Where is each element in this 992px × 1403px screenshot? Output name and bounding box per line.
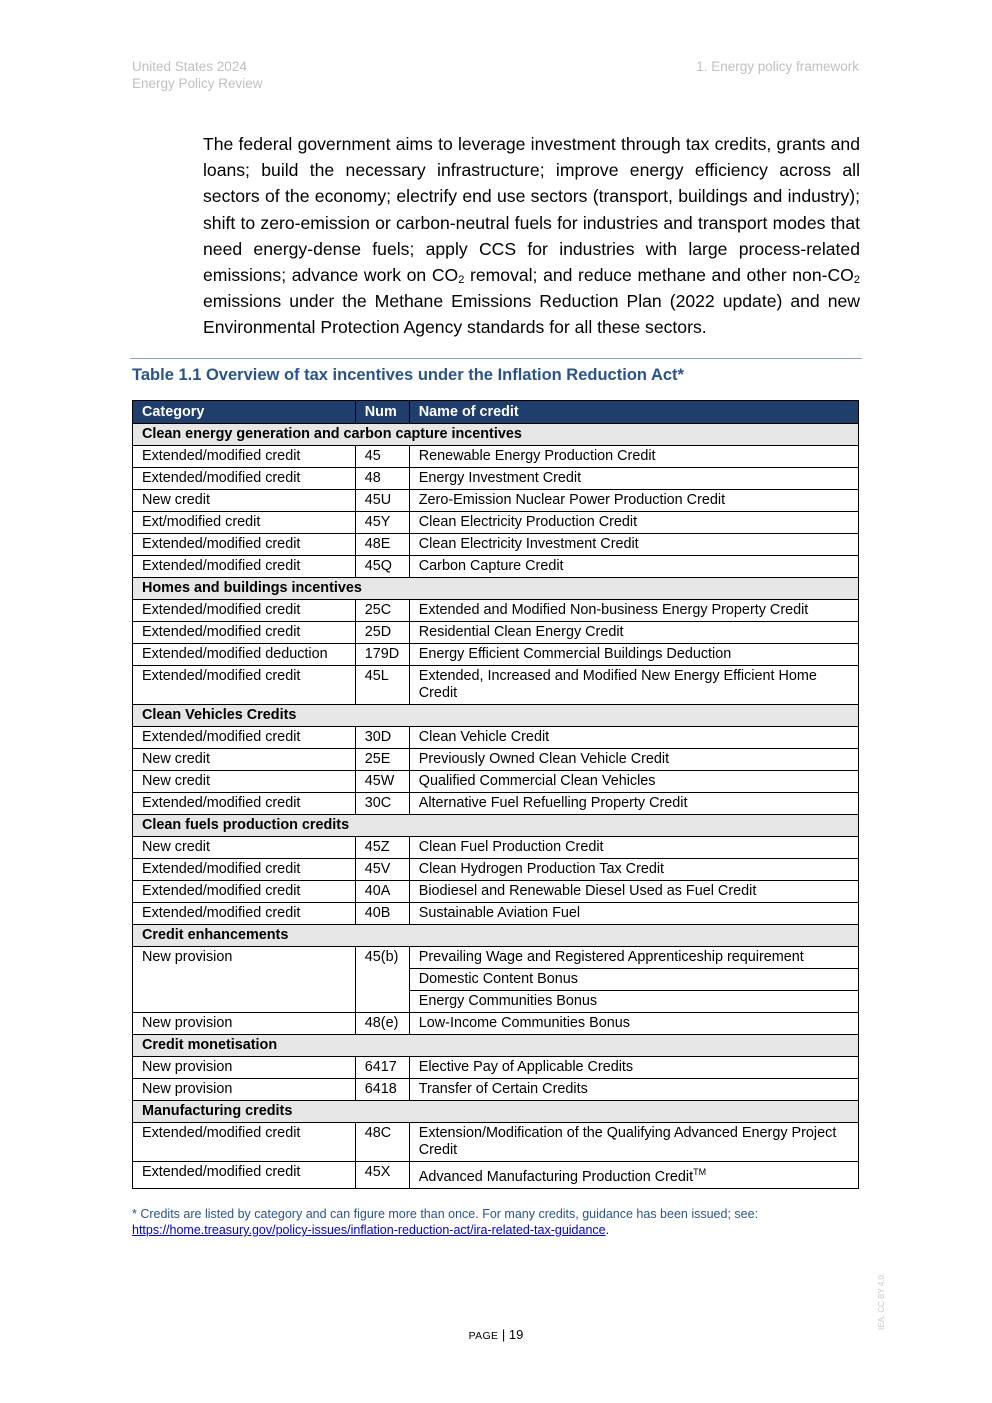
report-subtitle: Energy Policy Review [132,76,263,91]
page-number-value: 19 [508,1327,524,1342]
cell-name-text: Previously Owned Clean Vehicle Credit [418,751,670,767]
cell-category [133,837,356,859]
tax-credits-table [132,400,859,1189]
cell-category [133,1162,356,1189]
license-note: IEA. CC BY 4.0. [877,1272,886,1330]
cell-name-text: Clean Electricity Production Credit [418,514,638,530]
intro-paragraph [203,131,860,341]
cell-name-text: Qualified Commercial Clean Vehicles [418,773,656,789]
cell-category-text: Extended/modified credit [142,536,301,552]
cell-category-text: New provision [142,1081,233,1097]
cell-name-text: Zero-Emission Nuclear Power Production Credit [418,492,726,508]
cell-name [409,666,858,705]
cell-category-text: New credit [142,751,210,767]
header-name: Name of credit [409,401,858,424]
table-row [133,1057,859,1079]
cell-name [409,969,858,991]
cell-name-text: Extended and Modified Non-business Energy Property Credit [418,602,809,618]
cell-num-text: 25C [364,602,392,618]
cell-name [409,903,858,925]
cell-category-text: New provision [142,1015,233,1031]
trademark-sup: TM [693,1167,707,1177]
cell-num [355,622,409,644]
table-row [133,556,859,578]
table-row [133,490,859,512]
section-title: Credit monetisation [133,1035,859,1057]
table-body [133,424,859,1189]
cell-num [355,771,409,793]
cell-num-text: 45(b) [364,949,399,965]
table-row [133,793,859,815]
cell-name-text: Clean Hydrogen Production Tax Credit [418,861,665,877]
table-row [133,512,859,534]
cell-num [355,446,409,468]
cell-num [355,468,409,490]
cell-name-text: Clean Electricity Investment Credit [418,536,639,552]
cell-num-text: 45Z [364,839,390,855]
table-row [133,1079,859,1101]
cell-name-text: Elective Pay of Applicable Credits [418,1059,634,1075]
cell-category [133,991,356,1013]
cell-name [409,749,858,771]
table-row [133,969,859,991]
section-title: Clean fuels production credits [133,815,859,837]
section-row [133,815,859,837]
cell-name [409,837,858,859]
cell-num [355,644,409,666]
cell-category-text: Extended/modified credit [142,470,301,486]
treasury-guidance-link[interactable]: https://home.treasury.gov/policy-issues/inflation-reduction-act/ira-related-tax-guidance [132,1223,606,1237]
table-row [133,622,859,644]
cell-name [409,644,858,666]
cell-num-text: 48 [364,470,381,486]
intro-text-3: emissions under the Methane Emissions Reduction Plan (2022 update) and new Environmental Protection Agency standards for all these sectors. [203,291,860,338]
header-num: Num [355,401,409,424]
cell-category [133,446,356,468]
cell-name-text: Prevailing Wage and Registered Apprenticeship requirement [418,949,804,965]
cell-num [355,991,409,1013]
cell-name [409,622,858,644]
cell-num [355,749,409,771]
section-row [133,925,859,947]
cell-name [409,727,858,749]
cell-name-text: Energy Investment Credit [418,470,582,486]
cell-num [355,947,409,969]
cell-name-text: Extension/Modification of the Qualifying Advanced Energy Project Credit [418,1125,837,1158]
cell-category-text: Extended/modified credit [142,602,301,618]
cell-num-text: 45L [364,668,389,684]
cell-num-text: 30D [364,729,392,745]
cell-num-text: 6417 [364,1059,397,1075]
cell-num [355,600,409,622]
subscript-2b: 2 [853,274,860,287]
cell-category-text: New provision [142,1059,233,1075]
page-number [0,1327,992,1342]
cell-name [409,1057,858,1079]
table-row [133,991,859,1013]
cell-num-text: 45 [364,448,381,464]
cell-name [409,1079,858,1101]
cell-category-text: Extended/modified deduction [142,646,328,662]
cell-category [133,859,356,881]
table-row [133,1162,859,1189]
cell-num-text: 6418 [364,1081,397,1097]
cell-category [133,490,356,512]
table-row [133,859,859,881]
cell-category-text: Extended/modified credit [142,861,301,877]
cell-name [409,859,858,881]
cell-num-text: 45V [364,861,391,877]
cell-category-text: Ext/modified credit [142,514,261,530]
cell-category-text: Extended/modified credit [142,624,301,640]
table-row [133,749,859,771]
cell-num [355,534,409,556]
cell-category [133,644,356,666]
cell-num-text: 48(e) [364,1015,399,1031]
cell-category [133,793,356,815]
cell-num-text: 40B [364,905,391,921]
table-row [133,1123,859,1162]
cell-category [133,947,356,969]
cell-name [409,1123,858,1162]
footnote-text: * Credits are listed by category and can figure more than once. For many credits, guidance has been issued; see: [132,1207,759,1221]
cell-category [133,556,356,578]
cell-num [355,490,409,512]
cell-num-text: 25E [364,751,391,767]
cell-num [355,859,409,881]
cell-category [133,1057,356,1079]
cell-name-text: Advanced Manufacturing Production Credit [418,1168,694,1185]
cell-name-text: Residential Clean Energy Credit [418,624,624,640]
cell-category-text: Extended/modified credit [142,795,301,811]
footnote-period: . [605,1223,610,1237]
cell-category-text: New credit [142,773,210,789]
cell-num-text: 45U [364,492,392,508]
cell-name [409,793,858,815]
section-row [133,424,859,446]
section-title: Manufacturing credits [133,1101,859,1123]
cell-name [409,490,858,512]
cell-name-text: Energy Efficient Commercial Buildings Deduction [418,646,732,662]
table-row [133,1013,859,1035]
cell-num [355,556,409,578]
intro-text-2: removal; and reduce methane and other non-CO [464,265,854,286]
cell-name-text: Renewable Energy Production Credit [418,448,656,464]
section-title: Homes and buildings incentives [133,578,859,600]
cell-num-text: 30C [364,795,392,811]
cell-name [409,771,858,793]
cell-num-text: 45Y [364,514,391,530]
table-row [133,771,859,793]
page-label: PAGE [468,1330,499,1342]
cell-category [133,666,356,705]
cell-name-text: Alternative Fuel Refuelling Property Credit [418,795,688,811]
cell-category-text: New credit [142,839,210,855]
cell-category-text: New provision [142,949,233,965]
cell-num [355,1057,409,1079]
cell-num-text: 45X [364,1164,391,1180]
section-row [133,578,859,600]
cell-num-text: 48E [364,536,391,552]
cell-category [133,903,356,925]
cell-num-text: 48C [364,1125,392,1141]
cell-num [355,1123,409,1162]
cell-category [133,969,356,991]
cell-category [133,534,356,556]
cell-category [133,749,356,771]
cell-category [133,600,356,622]
cell-name [409,1162,858,1189]
cell-name-text: Carbon Capture Credit [418,558,564,574]
cell-num [355,727,409,749]
cell-num [355,793,409,815]
cell-num [355,1162,409,1189]
cell-num [355,666,409,705]
table-title: Table 1.1 Overview of tax incentives under the Inflation Reduction Act* [132,366,684,384]
running-header-left [132,58,263,92]
section-title: Credit enhancements [133,925,859,947]
cell-category [133,1013,356,1035]
cell-category [133,1079,356,1101]
section-row [133,1035,859,1057]
cell-name [409,991,858,1013]
table-row [133,727,859,749]
table-header-row [133,401,859,424]
cell-name-text: Sustainable Aviation Fuel [418,905,581,921]
cell-name-text: Domestic Content Bonus [418,971,578,987]
table-row [133,644,859,666]
cell-num [355,1013,409,1035]
table-row [133,666,859,705]
table-row [133,534,859,556]
section-divider [130,358,862,359]
cell-num-text: 179D [364,646,400,662]
cell-name-text: Biodiesel and Renewable Diesel Used as Fuel Credit [418,883,757,899]
cell-num-text: 45Q [364,558,392,574]
cell-name [409,600,858,622]
cell-category [133,512,356,534]
subscript-2: 2 [458,274,465,287]
cell-num [355,969,409,991]
section-title: Clean Vehicles Credits [133,705,859,727]
cell-name [409,947,858,969]
table-row [133,881,859,903]
cell-category-text: Extended/modified credit [142,668,301,684]
table-footnote [132,1206,758,1238]
table-row [133,903,859,925]
report-title: United States 2024 [132,59,247,74]
cell-category [133,727,356,749]
cell-name-text: Clean Vehicle Credit [418,729,550,745]
cell-num [355,881,409,903]
cell-category-text: Extended/modified credit [142,1164,301,1180]
cell-name [409,881,858,903]
cell-name [409,556,858,578]
cell-category [133,881,356,903]
cell-category-text: Extended/modified credit [142,905,301,921]
cell-name [409,468,858,490]
cell-category-text: Extended/modified credit [142,1125,301,1141]
table-row [133,600,859,622]
cell-name-text: Extended, Increased and Modified New Energy Efficient Home Credit [418,668,817,701]
table-row [133,947,859,969]
header-category: Category [133,401,356,424]
table-row [133,446,859,468]
cell-category-text: Extended/modified credit [142,729,301,745]
cell-category-text: New credit [142,492,210,508]
cell-num [355,903,409,925]
cell-num [355,512,409,534]
cell-category-text: Extended/modified credit [142,558,301,574]
chapter-title: 1. Energy policy framework [696,59,859,74]
cell-category [133,771,356,793]
cell-num-text: 40A [364,883,391,899]
cell-name-text: Low-Income Communities Bonus [418,1015,630,1031]
cell-num [355,1079,409,1101]
cell-name [409,1013,858,1035]
cell-name [409,512,858,534]
cell-category [133,622,356,644]
cell-name [409,534,858,556]
cell-num-text: 25D [364,624,392,640]
cell-name-text: Transfer of Certain Credits [418,1081,588,1097]
cell-name-text: Clean Fuel Production Credit [418,839,604,855]
table-row [133,468,859,490]
intro-text-1: The federal government aims to leverage investment through tax credits, grants and loans; build the necessary infrastructure; improve energy efficiency across all sectors of the economy; electrify end use sectors (transport, buildings and industry); shift to zero-emission or carbon-neutral fuels for industries and transport modes that need energy-dense fuels; apply CCS for industries with large process-related emissions; advance work on CO [203,134,860,286]
section-row [133,1101,859,1123]
page-separator: | [498,1327,509,1342]
cell-name [409,446,858,468]
cell-num-text: 45W [364,773,395,789]
cell-category-text: Extended/modified credit [142,448,301,464]
cell-category-text: Extended/modified credit [142,883,301,899]
section-row [133,705,859,727]
cell-num [355,837,409,859]
cell-category [133,1123,356,1162]
cell-name-text: Energy Communities Bonus [418,993,598,1009]
cell-category [133,468,356,490]
table-row [133,837,859,859]
section-title: Clean energy generation and carbon capture incentives [133,424,859,446]
